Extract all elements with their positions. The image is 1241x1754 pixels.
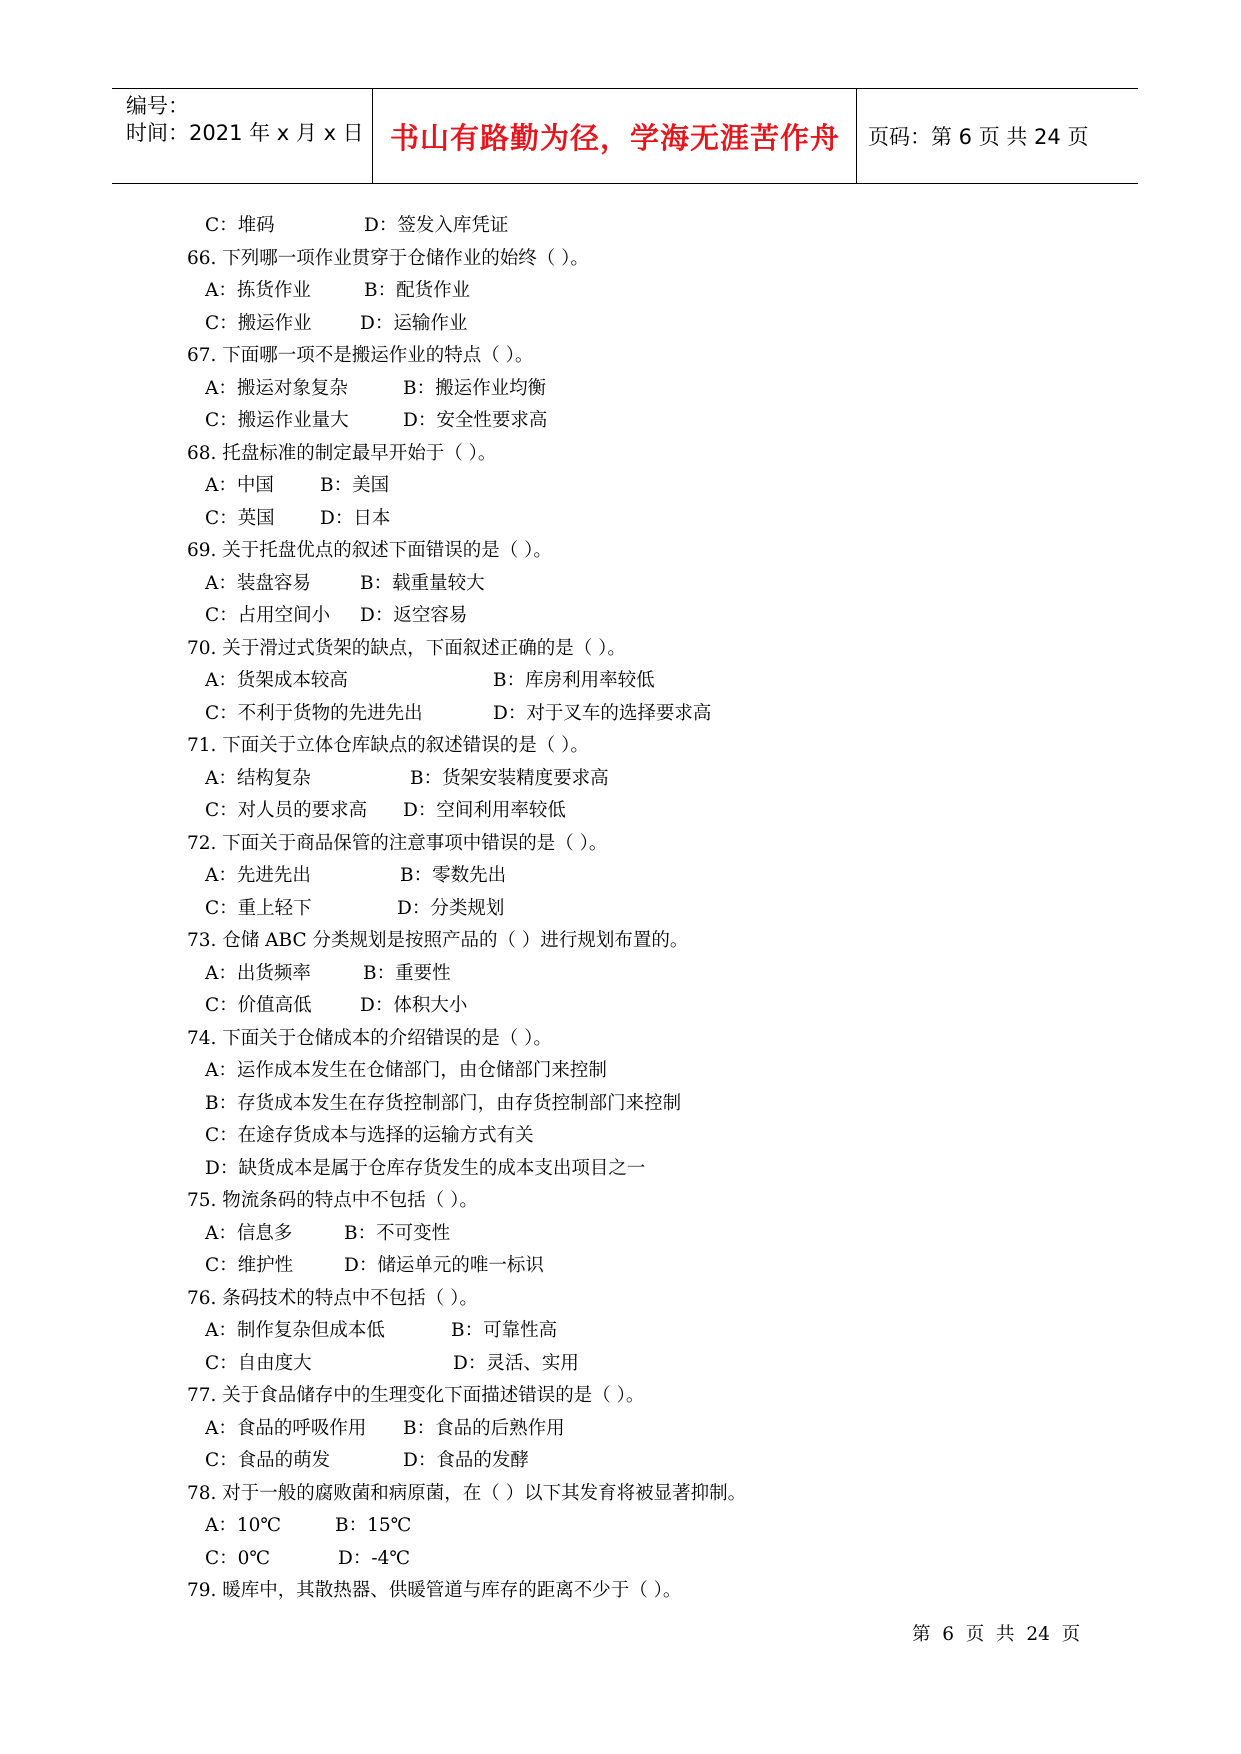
- question-row: [0, 925, 1241, 958]
- option-row: [0, 1055, 1241, 1088]
- option-text: B：货架安装精度要求高: [410, 767, 609, 789]
- option-row: [0, 893, 1241, 926]
- option-text: D：灵活、实用: [453, 1352, 579, 1374]
- option-row: [0, 503, 1241, 536]
- question-text: 73. 仓储 ABC 分类规划是按照产品的（ ）进行规划布置的。: [187, 930, 689, 951]
- option-row: [0, 1153, 1241, 1186]
- document-time-label: 时间：2021 年 x 月 x 日: [126, 121, 364, 145]
- option-text: A：食品的呼吸作用: [205, 1417, 367, 1439]
- option-row: [0, 860, 1241, 893]
- page-header: [112, 88, 1138, 184]
- question-row: [0, 1185, 1241, 1218]
- option-text: A：中国: [205, 475, 274, 496]
- option-row: [0, 1218, 1241, 1251]
- option-text: A：装盘容易: [205, 572, 311, 594]
- option-text: B：存货成本发生在存货控制部门，由存货控制部门来控制: [205, 1092, 682, 1114]
- question-row: [0, 1283, 1241, 1316]
- option-text: D：缺货成本是属于仓库存货发生的成本支出项目之一: [205, 1157, 646, 1179]
- question-row: [0, 340, 1241, 373]
- option-text: C：维护性: [205, 1255, 294, 1276]
- option-text: B：15℃: [335, 1515, 412, 1536]
- option-text: D：日本: [320, 507, 391, 529]
- option-text: A：制作复杂但成本低: [205, 1320, 385, 1341]
- option-row: [0, 1315, 1241, 1348]
- question-row: [0, 1478, 1241, 1511]
- question-text: 77. 关于食品储存中的生理变化下面描述错误的是（ ）。: [187, 1385, 645, 1406]
- option-row: [0, 795, 1241, 828]
- option-text: B：零数先出: [400, 865, 507, 886]
- option-row: [0, 308, 1241, 341]
- option-row: [0, 1510, 1241, 1543]
- question-row: [0, 1023, 1241, 1056]
- document-number-label: 编号：: [126, 94, 189, 118]
- question-text: 76. 条码技术的特点中不包括（ ）。: [187, 1287, 478, 1309]
- question-text: 74. 下面关于仓储成本的介绍错误的是（ ）。: [187, 1027, 552, 1049]
- question-text: 79. 暖库中，其散热器、供暖管道与库存的距离不少于（ ）。: [187, 1580, 682, 1601]
- option-row: [0, 275, 1241, 308]
- option-text: A：10℃: [205, 1515, 282, 1536]
- option-text: A：搬运对象复杂: [205, 377, 348, 399]
- option-row: [0, 568, 1241, 601]
- option-text: A：出货频率: [205, 962, 311, 984]
- option-text: B：食品的后熟作用: [403, 1417, 565, 1439]
- option-text: C：不利于货物的先进先出: [205, 702, 423, 724]
- option-text: D：食品的发酵: [403, 1450, 529, 1471]
- option-text: A：先进先出: [205, 865, 311, 886]
- option-text: C：价值高低: [205, 995, 312, 1016]
- option-text: D：返空容易: [360, 605, 468, 626]
- option-text: B：搬运作业均衡: [403, 377, 547, 399]
- question-text: 72. 下面关于商品保管的注意事项中错误的是（ ）。: [187, 832, 608, 854]
- page-footer: 第 6 页 共 24 页: [912, 1624, 1081, 1645]
- question-text: 71. 下面关于立体仓库缺点的叙述错误的是（ ）。: [187, 735, 589, 756]
- option-row: [0, 665, 1241, 698]
- option-row: [0, 210, 1241, 243]
- option-text: C：食品的萌发: [205, 1450, 331, 1471]
- question-row: [0, 1380, 1241, 1413]
- question-row: [0, 535, 1241, 568]
- option-row: [0, 990, 1241, 1023]
- option-text: A：结构复杂: [205, 767, 311, 789]
- option-text: D：体积大小: [360, 995, 468, 1016]
- option-text: B：库房利用率较低: [493, 670, 655, 691]
- option-row: [0, 958, 1241, 991]
- question-row: [0, 1575, 1241, 1608]
- header-page-info: 页码：第 6 页 共 24 页: [868, 125, 1089, 149]
- option-text: C：堆码: [205, 215, 275, 236]
- option-row: [0, 1348, 1241, 1381]
- question-text: 70. 关于滑过式货架的缺点，下面叙述正确的是（ ）。: [187, 637, 626, 659]
- question-row: [0, 438, 1241, 471]
- option-text: C：搬运作业量大: [205, 410, 349, 431]
- question-row: [0, 828, 1241, 861]
- option-text: C：对人员的要求高: [205, 800, 368, 821]
- option-text: C：搬运作业: [205, 312, 312, 334]
- option-row: [0, 373, 1241, 406]
- option-row: [0, 1088, 1241, 1121]
- option-text: D：分类规划: [397, 897, 505, 919]
- question-text: 67. 下面哪一项不是搬运作业的特点（ ）。: [187, 345, 534, 366]
- option-row: [0, 1445, 1241, 1478]
- option-text: A：拣货作业: [205, 280, 311, 301]
- option-text: B：重要性: [363, 962, 451, 984]
- option-text: A：信息多: [205, 1222, 293, 1244]
- option-row: [0, 405, 1241, 438]
- question-list: [0, 210, 1241, 1608]
- option-text: D：空间利用率较低: [403, 800, 566, 821]
- question-text: 68. 托盘标准的制定最早开始于（ ）。: [187, 442, 497, 464]
- option-text: B：可靠性高: [451, 1320, 558, 1341]
- header-divider: [372, 89, 373, 183]
- option-text: D：对于叉车的选择要求高: [493, 702, 712, 724]
- option-row: [0, 763, 1241, 796]
- option-text: A：货架成本较高: [205, 670, 348, 691]
- question-row: [0, 243, 1241, 276]
- option-row: [0, 1543, 1241, 1576]
- option-text: C：自由度大: [205, 1352, 312, 1374]
- question-text: 69. 关于托盘优点的叙述下面错误的是（ ）。: [187, 540, 552, 561]
- question-row: [0, 633, 1241, 666]
- option-text: C：英国: [205, 507, 275, 529]
- header-motto: 书山有路勤为径，学海无涯苦作舟: [389, 120, 840, 155]
- option-text: A：运作成本发生在仓储部门，由仓储部门来控制: [205, 1060, 607, 1081]
- option-row: [0, 1250, 1241, 1283]
- option-text: C：占用空间小: [205, 605, 331, 626]
- option-row: [0, 1413, 1241, 1446]
- question-row: [0, 730, 1241, 763]
- option-text: D：-4℃: [338, 1547, 411, 1569]
- option-row: [0, 698, 1241, 731]
- option-text: B：美国: [320, 475, 390, 496]
- option-text: D：签发入库凭证: [364, 215, 509, 236]
- option-text: C：0℃: [205, 1547, 271, 1569]
- option-text: D：储运单元的唯一标识: [344, 1255, 544, 1276]
- question-text: 66. 下列哪一项作业贯穿于仓储作业的始终（ ）。: [187, 247, 589, 269]
- question-text: 75. 物流条码的特点中不包括（ ）。: [187, 1190, 478, 1211]
- option-text: C：在途存货成本与选择的运输方式有关: [205, 1125, 534, 1146]
- header-meta: [126, 93, 366, 147]
- option-text: B：载重量较大: [360, 572, 485, 594]
- option-text: D：安全性要求高: [403, 410, 548, 431]
- option-text: B：配货作业: [364, 280, 471, 301]
- option-text: B：不可变性: [344, 1222, 451, 1244]
- question-text: 78. 对于一般的腐败菌和病原菌，在（ ）以下其发育将被显著抑制。: [187, 1482, 747, 1504]
- option-text: C：重上轻下: [205, 897, 312, 919]
- option-row: [0, 470, 1241, 503]
- option-row: [0, 1120, 1241, 1153]
- option-row: [0, 600, 1241, 633]
- option-text: D：运输作业: [360, 312, 468, 334]
- header-divider: [856, 89, 857, 183]
